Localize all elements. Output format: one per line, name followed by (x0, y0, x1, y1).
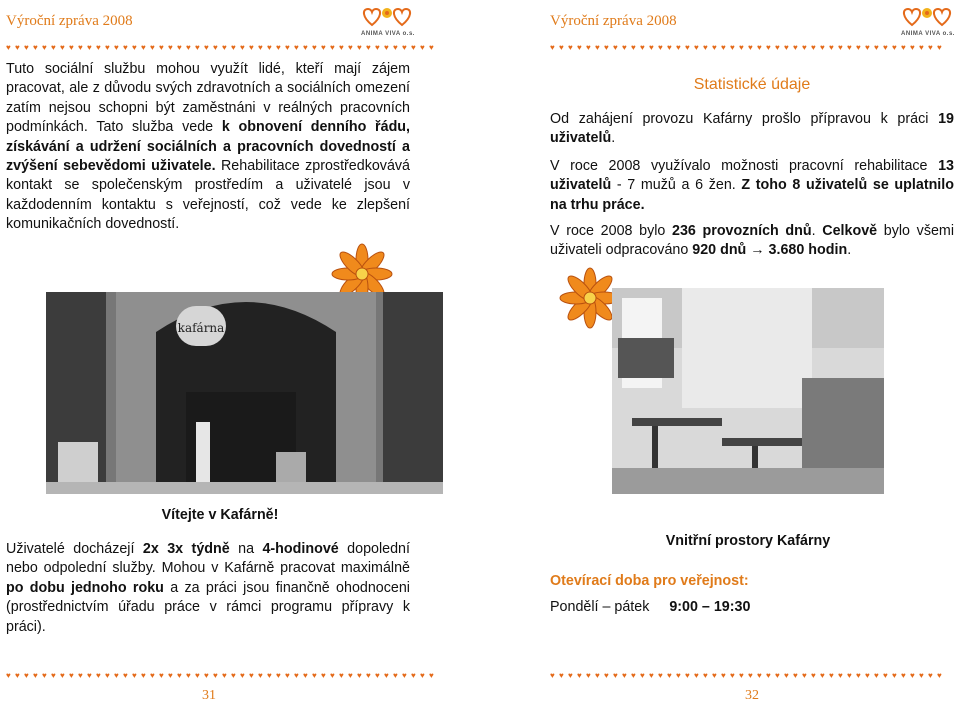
heart-icon: ♥ (838, 43, 843, 52)
heart-icon: ♥ (847, 671, 852, 680)
heart-icon: ♥ (820, 671, 825, 680)
heart-icon: ♥ (577, 671, 582, 680)
heart-icon: ♥ (222, 43, 227, 52)
attendance-paragraph: Uživatelé docházejí 2x 3x týdně na 4-hodinové dopolední nebo odpolední služby. Mohou v Kafárně pracovat maximálně po dobu jednoho roku a za práci jsou finančně ohodnoceni (prostřednictvím úřadu práce v rámci programu přípravy k práci). (6, 541, 410, 635)
heart-icon: ♥ (919, 671, 924, 680)
heart-icon: ♥ (550, 43, 555, 52)
heart-icon: ♥ (240, 671, 245, 680)
heart-icon: ♥ (51, 671, 56, 680)
page-32 (480, 0, 959, 706)
heart-icon: ♥ (96, 43, 101, 52)
heart-icon: ♥ (838, 671, 843, 680)
opening-hours-title: Otevírací doba pro veřejnost: (550, 573, 749, 589)
heart-icon: ♥ (739, 671, 744, 680)
heart-icon: ♥ (195, 43, 200, 52)
heart-icon: ♥ (15, 671, 20, 680)
heart-icon: ♥ (195, 671, 200, 680)
heart-icon: ♥ (168, 43, 173, 52)
section-title: Statistické údaje (693, 76, 811, 93)
opening-hours (550, 598, 954, 617)
heart-icon: ♥ (384, 43, 389, 52)
heart-icon: ♥ (649, 43, 654, 52)
heart-icon: ♥ (604, 43, 609, 52)
heart-icon: ♥ (928, 671, 933, 680)
heart-icon: ♥ (901, 43, 906, 52)
heart-icon: ♥ (267, 671, 272, 680)
heart-icon: ♥ (784, 671, 789, 680)
heart-icon: ♥ (775, 671, 780, 680)
heart-icon: ♥ (640, 43, 645, 52)
heart-icon: ♥ (15, 43, 20, 52)
heart-icon: ♥ (568, 671, 573, 680)
heart-icon: ♥ (123, 671, 128, 680)
heart-icon: ♥ (132, 43, 137, 52)
heart-icon: ♥ (703, 43, 708, 52)
heart-icon: ♥ (159, 43, 164, 52)
heart-icon: ♥ (96, 671, 101, 680)
heart-icon: ♥ (667, 671, 672, 680)
heart-icon: ♥ (892, 43, 897, 52)
heart-icon: ♥ (330, 671, 335, 680)
heart-icon: ♥ (622, 671, 627, 680)
heart-icon: ♥ (6, 43, 11, 52)
anima-viva-logo-icon (358, 3, 418, 37)
heart-icon: ♥ (249, 43, 254, 52)
heart-icon: ♥ (559, 43, 564, 52)
heart-icon: ♥ (312, 43, 317, 52)
heart-icon: ♥ (640, 671, 645, 680)
header-title: Výroční zpráva 2008 (550, 13, 677, 29)
heart-icon: ♥ (874, 671, 879, 680)
heart-icon: ♥ (357, 43, 362, 52)
heart-icon: ♥ (321, 43, 326, 52)
heart-icon: ♥ (213, 671, 218, 680)
heart-icon: ♥ (213, 43, 218, 52)
kafarna-interior-photo (612, 288, 884, 494)
heart-icon: ♥ (703, 671, 708, 680)
heart-icon: ♥ (748, 671, 753, 680)
heart-icon: ♥ (33, 43, 38, 52)
heart-icon: ♥ (865, 671, 870, 680)
heart-icon: ♥ (69, 671, 74, 680)
heart-icon: ♥ (258, 43, 263, 52)
heart-icon: ♥ (811, 671, 816, 680)
heart-icon: ♥ (366, 671, 371, 680)
heart-border-icon (6, 665, 438, 680)
heart-icon: ♥ (330, 43, 335, 52)
heart-icon: ♥ (222, 671, 227, 680)
heart-icon: ♥ (784, 43, 789, 52)
heart-icon: ♥ (150, 43, 155, 52)
heart-icon: ♥ (393, 43, 398, 52)
heart-icon: ♥ (87, 43, 92, 52)
heart-icon: ♥ (793, 671, 798, 680)
heart-icon: ♥ (874, 43, 879, 52)
heart-icon: ♥ (285, 43, 290, 52)
heart-icon: ♥ (766, 43, 771, 52)
heart-icon: ♥ (622, 43, 627, 52)
heart-icon: ♥ (856, 671, 861, 680)
heart-icon: ♥ (411, 671, 416, 680)
heart-border-icon (550, 37, 950, 52)
heart-icon: ♥ (730, 671, 735, 680)
heart-icon: ♥ (402, 671, 407, 680)
heart-icon: ♥ (811, 43, 816, 52)
heart-icon: ♥ (694, 43, 699, 52)
heart-icon: ♥ (375, 43, 380, 52)
heart-icon: ♥ (366, 43, 371, 52)
heart-icon: ♥ (204, 671, 209, 680)
heart-icon: ♥ (231, 43, 236, 52)
heart-icon: ♥ (586, 671, 591, 680)
heart-icon: ♥ (919, 43, 924, 52)
heart-icon: ♥ (577, 43, 582, 52)
stat-work-days: V roce 2008 bylo 236 provozních dnů. Celkově bylo všemi uživateli odpracováno 920 dnů → 3.680 hodin. (550, 223, 954, 259)
page-31 (0, 0, 479, 706)
heart-icon: ♥ (357, 671, 362, 680)
heart-icon: ♥ (267, 43, 272, 52)
page-number: 32 (745, 688, 759, 703)
heart-icon: ♥ (712, 43, 717, 52)
heart-icon: ♥ (631, 43, 636, 52)
heart-icon: ♥ (829, 671, 834, 680)
heart-icon: ♥ (595, 43, 600, 52)
heart-icon: ♥ (24, 671, 29, 680)
heart-icon: ♥ (393, 671, 398, 680)
heart-icon: ♥ (114, 671, 119, 680)
heart-icon: ♥ (568, 43, 573, 52)
heart-icon: ♥ (910, 671, 915, 680)
heart-icon: ♥ (721, 43, 726, 52)
heart-icon: ♥ (748, 43, 753, 52)
heart-icon: ♥ (685, 671, 690, 680)
heart-icon: ♥ (829, 43, 834, 52)
header-title: Výroční zpráva 2008 (6, 13, 133, 29)
heart-icon: ♥ (123, 43, 128, 52)
heart-icon: ♥ (856, 43, 861, 52)
heart-icon: ♥ (757, 671, 762, 680)
heart-icon: ♥ (33, 671, 38, 680)
heart-icon: ♥ (78, 43, 83, 52)
heart-icon: ♥ (303, 671, 308, 680)
kafarna-exterior-photo (46, 292, 443, 494)
heart-icon: ♥ (321, 671, 326, 680)
heart-icon: ♥ (613, 671, 618, 680)
heart-icon: ♥ (910, 43, 915, 52)
heart-icon: ♥ (892, 671, 897, 680)
heart-icon: ♥ (177, 671, 182, 680)
heart-icon: ♥ (150, 671, 155, 680)
heart-icon: ♥ (712, 671, 717, 680)
photo-caption: Vnitřní prostory Kafárny (665, 533, 831, 549)
heart-icon: ♥ (937, 43, 942, 52)
heart-icon: ♥ (802, 43, 807, 52)
heart-icon: ♥ (294, 671, 299, 680)
heart-icon: ♥ (186, 671, 191, 680)
heart-icon: ♥ (937, 671, 942, 680)
heart-icon: ♥ (865, 43, 870, 52)
heart-border-icon (550, 665, 950, 680)
heart-icon: ♥ (87, 671, 92, 680)
heart-icon: ♥ (375, 671, 380, 680)
heart-icon: ♥ (105, 671, 110, 680)
heart-icon: ♥ (658, 43, 663, 52)
heart-icon: ♥ (204, 43, 209, 52)
heart-icon: ♥ (429, 671, 434, 680)
heart-icon: ♥ (775, 43, 780, 52)
heart-icon: ♥ (51, 43, 56, 52)
heart-icon: ♥ (303, 43, 308, 52)
heart-icon: ♥ (384, 671, 389, 680)
heart-icon: ♥ (586, 43, 591, 52)
heart-icon: ♥ (694, 671, 699, 680)
heart-icon: ♥ (595, 671, 600, 680)
page-number: 31 (202, 688, 216, 703)
heart-icon: ♥ (6, 671, 11, 680)
heart-icon: ♥ (613, 43, 618, 52)
heart-icon: ♥ (312, 671, 317, 680)
heart-border-icon (6, 37, 438, 52)
photo-caption: Vítejte v Kafárně! (161, 507, 279, 523)
logo-caption: ANIMA VIVA o.s. (361, 31, 415, 37)
stat-users-2008: V roce 2008 využívalo možnosti pracovní rehabilitace 13 uživatelů - 7 mužů a 6 žen. Z toho 8 uživatelů se uplatnilo na trhu práce. (550, 158, 954, 213)
heart-icon: ♥ (631, 671, 636, 680)
heart-icon: ♥ (285, 671, 290, 680)
heart-icon: ♥ (411, 43, 416, 52)
heart-icon: ♥ (928, 43, 933, 52)
heart-icon: ♥ (141, 43, 146, 52)
heart-icon: ♥ (649, 671, 654, 680)
heart-icon: ♥ (42, 671, 47, 680)
heart-icon: ♥ (42, 43, 47, 52)
heart-icon: ♥ (658, 671, 663, 680)
heart-icon: ♥ (721, 671, 726, 680)
heart-icon: ♥ (339, 671, 344, 680)
heart-icon: ♥ (739, 43, 744, 52)
heart-icon: ♥ (276, 671, 281, 680)
heart-icon: ♥ (883, 43, 888, 52)
opening-days: Pondělí – pátek (550, 599, 650, 615)
heart-icon: ♥ (60, 671, 65, 680)
heart-icon: ♥ (402, 43, 407, 52)
heart-icon: ♥ (676, 43, 681, 52)
heart-icon: ♥ (177, 43, 182, 52)
heart-icon: ♥ (348, 671, 353, 680)
heart-icon: ♥ (132, 671, 137, 680)
heart-icon: ♥ (550, 671, 555, 680)
stat-users-total: Od zahájení provozu Kafárny prošlo přípravou k práci 19 uživatelů. (550, 111, 954, 147)
heart-icon: ♥ (667, 43, 672, 52)
heart-icon: ♥ (420, 43, 425, 52)
heart-icon: ♥ (820, 43, 825, 52)
kafarna-sign: kafárna (177, 321, 225, 335)
heart-icon: ♥ (105, 43, 110, 52)
heart-icon: ♥ (802, 671, 807, 680)
heart-icon: ♥ (757, 43, 762, 52)
heart-icon: ♥ (69, 43, 74, 52)
heart-icon: ♥ (186, 43, 191, 52)
heart-icon: ♥ (294, 43, 299, 52)
heart-icon: ♥ (559, 671, 564, 680)
logo-caption: ANIMA VIVA o.s. (901, 31, 955, 37)
heart-icon: ♥ (676, 671, 681, 680)
heart-icon: ♥ (78, 671, 83, 680)
heart-icon: ♥ (685, 43, 690, 52)
heart-icon: ♥ (231, 671, 236, 680)
heart-icon: ♥ (730, 43, 735, 52)
heart-icon: ♥ (766, 671, 771, 680)
heart-icon: ♥ (258, 671, 263, 680)
heart-icon: ♥ (883, 671, 888, 680)
heart-icon: ♥ (114, 43, 119, 52)
intro-paragraph: Tuto sociální službu mohou využít lidé, kteří mají zájem pracovat, ale z důvodu svých zdravotních a sociálních omezení zatím nejsou schopni být zaměstnáni v reálných pracovních podmínkách. Tato služba vede k obnovení denního řádu, získávání a udržení sociálních a pracovních dovedností a zvýšení sebevědomi uživatele. Rehabilitace zprostředkovává kontakt se společenským prostředím a uživatelé jsou v každodenním kontaktu s veřejností, což vede ke zlepšení komunikačních dovedností. (6, 61, 411, 233)
heart-icon: ♥ (24, 43, 29, 52)
heart-icon: ♥ (348, 43, 353, 52)
heart-icon: ♥ (168, 671, 173, 680)
heart-icon: ♥ (159, 671, 164, 680)
heart-icon: ♥ (429, 43, 434, 52)
heart-icon: ♥ (339, 43, 344, 52)
heart-icon: ♥ (60, 43, 65, 52)
opening-time: 9:00 – 19:30 (669, 599, 751, 615)
heart-icon: ♥ (847, 43, 852, 52)
heart-icon: ♥ (901, 671, 906, 680)
heart-icon: ♥ (604, 671, 609, 680)
anima-viva-logo-icon (898, 3, 958, 37)
heart-icon: ♥ (420, 671, 425, 680)
heart-icon: ♥ (240, 43, 245, 52)
heart-icon: ♥ (141, 671, 146, 680)
heart-icon: ♥ (793, 43, 798, 52)
heart-icon: ♥ (276, 43, 281, 52)
heart-icon: ♥ (249, 671, 254, 680)
